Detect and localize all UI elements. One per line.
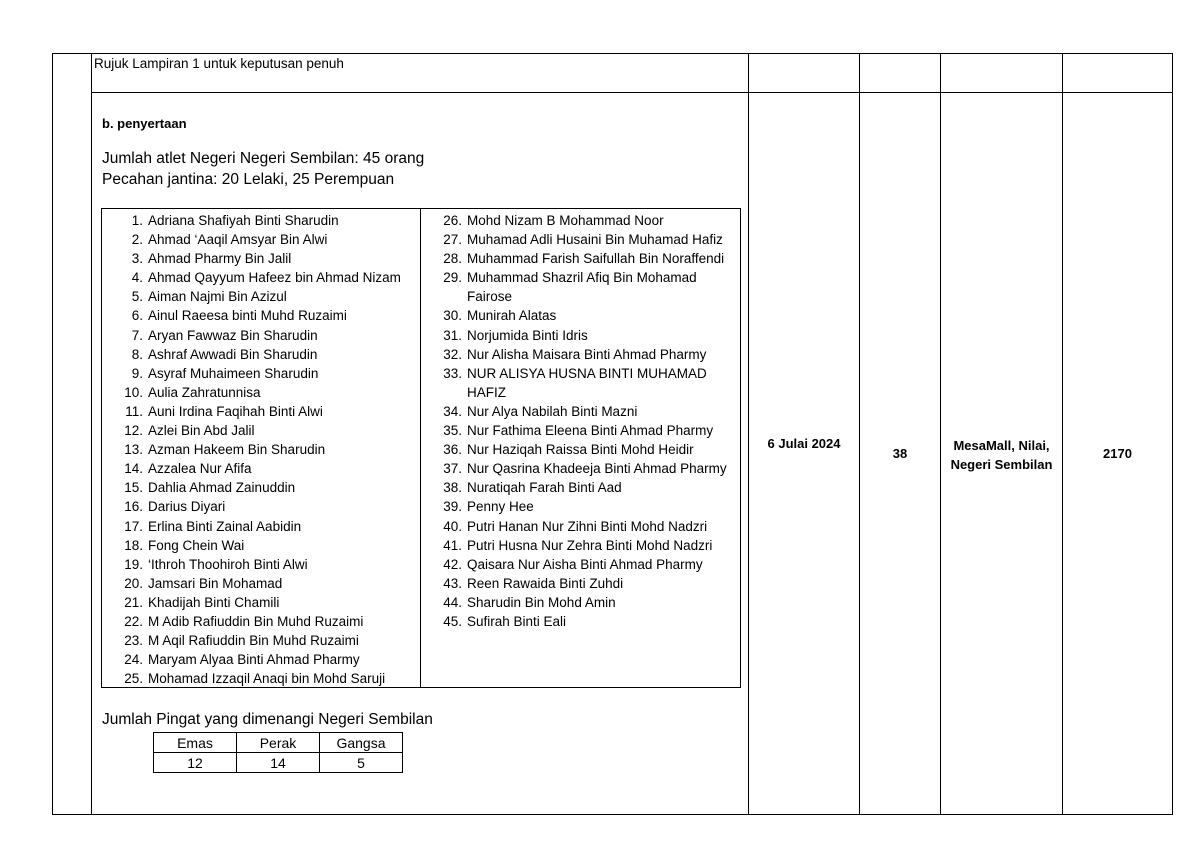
list-item [108,478,418,497]
list-item [427,574,737,593]
list-item-name: Putri Husna Nur Zehra Binti Mohd Nadzri [467,537,713,553]
list-item-number: 39. [443,499,462,515]
list-item [427,421,737,440]
list-item-name: Muhammad Shazril Afiq Bin Mohamad Fairose [467,270,697,305]
list-item [427,478,737,497]
medal-header-bronze: Gangsa [320,733,403,753]
list-item-number: 15. [124,480,143,496]
list-item-name: Fong Chein Wai [148,537,245,553]
list-item-number: 44. [443,594,462,610]
list-item [108,669,418,688]
list-item-number: 29. [443,270,462,286]
list-item [108,421,418,440]
list-item-number: 12. [124,423,143,439]
list-item [427,326,737,345]
athlete-count: Jumlah atlet Negeri Negeri Sembilan: 45 orang [102,150,425,167]
list-item [427,440,737,459]
list-item-name: Azlei Bin Abd Jalil [148,423,255,439]
list-item-number: 14. [124,461,143,477]
list-item [427,230,737,249]
list-item [427,249,737,268]
list-item [108,536,418,555]
list-item-name: Sufirah Binti Eali [467,613,567,629]
table-divider [859,53,860,815]
list-item-name: Adriana Shafiyah Binti Sharudin [148,213,339,228]
list-item-number: 19. [124,556,143,572]
list-item-number: 33. [443,365,462,381]
venue [941,436,1062,474]
participants-list-right [427,211,737,631]
list-item [108,574,418,593]
list-item-name: Nur Alisha Maisara Binti Ahmad Pharmy [467,346,707,362]
list-item-number: 3. [131,251,143,267]
list-item-number: 40. [443,518,462,534]
list-item-name: M Adib Rafiuddin Bin Muhd Ruzaimi [148,613,364,629]
participants-divider [420,208,421,688]
list-item-name: Nur Fathima Eleena Binti Ahmad Pharmy [467,423,714,439]
list-item-name: Khadijah Binti Chamili [148,594,280,610]
list-item [108,555,418,574]
list-item-name: Nur Qasrina Khadeeja Binti Ahmad Pharmy [467,461,727,477]
list-item [427,364,737,402]
list-item [108,326,418,345]
list-item-name: Darius Diyari [148,499,226,515]
list-item [108,211,418,230]
list-item [427,612,737,631]
list-item-name: Jamsari Bin Mohamad [148,575,283,591]
list-item-number: 34. [443,403,462,419]
list-item-number: 21. [124,594,143,610]
list-item-name: Munirah Alatas [467,308,557,324]
list-item [427,345,737,364]
list-item-number: 2. [131,232,143,248]
list-item-name: Ahmad Pharmy Bin Jalil [148,251,292,267]
reference-note: Rujuk Lampiran 1 untuk keputusan penuh [94,56,344,71]
list-item-name: Nuratiqah Farah Binti Aad [467,480,622,496]
list-item-name: Aryan Fawwaz Bin Sharudin [148,327,318,343]
list-item-number: 5. [131,289,143,305]
list-item-number: 41. [443,537,462,553]
total-value: 2170 [1103,446,1132,461]
table-border-top [52,53,1173,54]
list-item-number: 26. [443,213,462,228]
medal-title: Jumlah Pingat yang dimenangi Negeri Sembilan [102,711,433,728]
list-item-name: Mohamad Izzaqil Anaqi bin Mohd Saruji [148,671,386,687]
list-item [108,459,418,478]
list-item-number: 42. [443,556,462,572]
list-item-number: 38. [443,480,462,496]
table-divider [748,53,749,815]
list-item-number: 35. [443,423,462,439]
list-item-name: Azzalea Nur Afifa [148,461,252,477]
participant-count: 38 [892,446,908,461]
list-item-number: 20. [124,575,143,591]
list-item-number: 8. [131,346,143,362]
table-border-left [52,53,53,815]
table-divider [1062,53,1063,815]
table-row-divider [91,92,1173,93]
list-item-number: 45. [443,613,462,629]
list-item-name: Nur Alya Nabilah Binti Mazni [467,403,638,419]
list-item-number: 27. [443,232,462,248]
list-item-number: 6. [131,308,143,324]
list-item [427,268,737,306]
list-item-number: 7. [131,327,143,343]
list-item [108,440,418,459]
list-item-name: Ahmad ‘Aaqil Amsyar Bin Alwi [148,232,328,248]
list-item [108,497,418,516]
list-item-name: Asyraf Muhaimeen Sharudin [148,365,319,381]
medal-table [153,732,403,773]
medal-count-bronze: 5 [320,753,403,773]
list-item-name: Aiman Najmi Bin Azizul [148,289,287,305]
list-item-name: Ainul Raeesa binti Muhd Ruzaimi [148,308,347,324]
list-item-number: 11. [125,403,143,419]
list-item [427,459,737,478]
list-item-name: Auni Irdina Faqihah Binti Alwi [148,403,323,419]
list-item [427,593,737,612]
list-item-number: 1. [131,213,143,228]
list-item [108,345,418,364]
list-item [108,287,418,306]
list-item [108,650,418,669]
list-item [427,536,737,555]
list-item-name: Nur Haziqah Raissa Binti Mohd Heidir [467,442,694,458]
list-item-name: Sharudin Bin Mohd Amin [467,594,616,610]
list-item [108,268,418,287]
list-item [108,230,418,249]
list-item [108,593,418,612]
list-item-name: NUR ALISYA HUSNA BINTI MUHAMAD HAFIZ [467,365,707,400]
list-item-number: 36. [443,442,462,458]
list-item-number: 24. [124,652,143,668]
list-item-name: Aulia Zahratunnisa [148,384,261,400]
medal-header-silver: Perak [237,733,320,753]
medal-count-gold: 12 [154,753,237,773]
table-border-right [1172,53,1173,815]
list-item-name: Putri Hanan Nur Zihni Binti Mohd Nadzri [467,518,708,534]
table-border-bottom [52,814,1173,815]
event-date: 6 Julai 2024 [767,436,841,451]
table-divider [91,53,92,815]
list-item [108,249,418,268]
list-item-name: Muhammad Farish Saifullah Bin Noraffendi [467,251,725,267]
venue-line-1: MesaMall, Nilai, [953,438,1050,453]
list-item-name: Reen Rawaida Binti Zuhdi [467,575,624,591]
list-item-name: Mohd Nizam B Mohammad Noor [467,213,664,228]
list-item [108,364,418,383]
list-item-number: 18. [124,537,143,553]
list-item-name: M Aqil Rafiuddin Bin Muhd Ruzaimi [148,633,359,649]
list-item-name: Erlina Binti Zainal Aabidin [148,518,302,534]
list-item-number: 30. [443,308,462,324]
medal-header-gold: Emas [154,733,237,753]
list-item [108,402,418,421]
list-item-name: Qaisara Nur Aisha Binti Ahmad Pharmy [467,556,703,572]
list-item-number: 16. [124,499,143,515]
list-item [427,517,737,536]
medal-count-silver: 14 [237,753,320,773]
list-item [427,402,737,421]
list-item [427,497,737,516]
list-item-number: 10. [124,384,143,400]
list-item-name: Penny Hee [467,499,534,515]
list-item [427,555,737,574]
list-item-name: Ashraf Awwadi Bin Sharudin [148,346,318,362]
list-item-number: 31. [443,327,462,343]
list-item [108,517,418,536]
table-divider [940,53,941,815]
list-item-number: 22. [124,613,143,629]
list-item [108,631,418,650]
list-item-number: 4. [131,270,143,286]
venue-line-2: Negeri Sembilan [950,457,1053,472]
list-item-name: ‘Ithroh Thoohiroh Binti Alwi [148,556,308,572]
list-item-name: Muhamad Adli Husaini Bin Muhamad Hafiz [467,232,723,248]
list-item-name: Norjumida Binti Idris [467,327,588,343]
list-item [108,383,418,402]
list-item-number: 28. [443,251,462,267]
list-item-number: 37. [443,461,462,477]
list-item [108,612,418,631]
list-item-number: 17. [124,518,143,534]
list-item-name: Dahlia Ahmad Zainuddin [148,480,296,496]
list-item-number: 13. [124,442,143,458]
list-item [427,306,737,325]
list-item-number: 32. [443,346,462,362]
section-label: b. penyertaan [102,116,187,131]
gender-breakdown: Pecahan jantina: 20 Lelaki, 25 Perempuan [102,171,395,188]
list-item [108,306,418,325]
list-item-number: 25. [124,671,143,687]
list-item-number: 9. [131,365,143,381]
list-item-number: 23. [124,633,143,649]
participants-list-left [108,211,418,688]
list-item [427,211,737,230]
list-item-number: 43. [443,575,462,591]
list-item-name: Azman Hakeem Bin Sharudin [148,442,326,458]
list-item-name: Maryam Alyaa Binti Ahmad Pharmy [148,652,360,668]
list-item-name: Ahmad Qayyum Hafeez bin Ahmad Nizam [148,270,401,286]
